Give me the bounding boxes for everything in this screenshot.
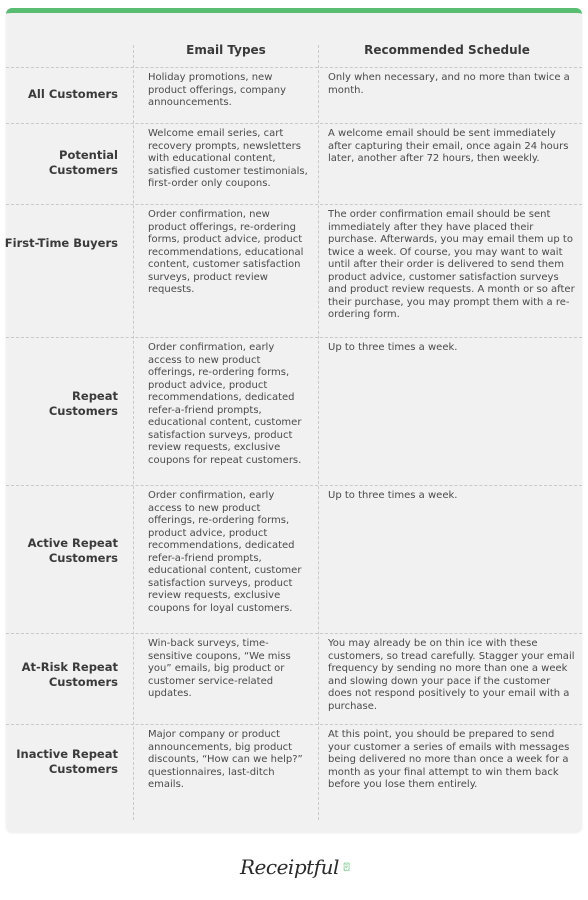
email-types-cell: Holiday promotions, new product offerings, company announcements.: [148, 72, 287, 108]
segment-label: Active Repeat Customers: [27, 536, 118, 565]
table-row: [6, 123, 582, 205]
table-row: [6, 485, 582, 634]
schedule-cell: You may already be on thin ice with these customers, so tread carefully. Stagger your email frequency by sending no more than one a week and slowing down your pace if the customer does not respond positively to your email with a purchase.: [328, 638, 575, 712]
segment-label: Potential Customers: [48, 148, 118, 177]
schedule-cell: Only when necessary, and no more than twice a month.: [328, 72, 570, 96]
table-row: [6, 67, 582, 124]
receipt-icon: [343, 854, 350, 880]
email-types-cell: Win-back surveys, time-sensitive coupons, “We miss you” emails, big product or customer service-related updates.: [148, 638, 291, 699]
logo-wordmark: Receiptful: [240, 855, 339, 879]
email-types-cell: Order confirmation, early access to new product offerings, re-ordering forms, product advice, product recommendations, dedicated refer-a-friend prompts, educational content, customer satisfaction surveys, product review requests, exclusive coupons for loyal customers.: [148, 490, 302, 614]
table-row: [6, 633, 582, 725]
email-schedule-table: [6, 8, 582, 832]
segment-label: First-Time Buyers: [4, 236, 118, 250]
table-row: [6, 724, 582, 821]
schedule-cell: The order confirmation email should be sent immediately after they have placed their purchase. Afterwards, you may email them up to twice a week. Of course, you may want to wait until after their order is delivered to send them product advice, customer satisfaction surveys and product review requests. A month or so after their purchase, you may prompt them with a re-ordering form.: [328, 209, 575, 320]
segment-label: At-Risk Repeat Customers: [21, 660, 118, 689]
table-row: [6, 337, 582, 486]
header-recommended-schedule: Recommended Schedule: [364, 43, 530, 57]
schedule-cell: Up to three times a week.: [328, 342, 458, 353]
email-types-cell: Order confirmation, early access to new product offerings, re-ordering forms, product advice, product recommendations, dedicated refer-a-friend prompts, educational content, customer satisfaction surveys, product review requests, exclusive coupons for repeat customers.: [148, 342, 302, 466]
segment-label: Repeat Customers: [48, 389, 118, 418]
schedule-cell: At this point, you should be prepared to send your customer a series of emails with messages being delivered no more than once a week for a month as your final attempt to win them back before you lose them entirely.: [328, 729, 570, 790]
schedule-cell: Up to three times a week.: [328, 490, 458, 501]
schedule-cell: A welcome email should be sent immediately after capturing their email, once again 24 hours later, another after 72 hours, then weekly.: [328, 128, 569, 164]
email-types-cell: Welcome email series, cart recovery prompts, newsletters with educational content, satisfied customer testimonials, first-order only coupons.: [148, 128, 308, 189]
header-email-types: Email Types: [186, 43, 266, 57]
segment-label: All Customers: [28, 87, 118, 101]
email-types-cell: Major company or product announcements, big product discounts, “How can we help?” questionnaires, last-ditch emails.: [148, 729, 303, 790]
email-types-cell: Order confirmation, new product offerings, re-ordering forms, product advice, product recommendations, educational content, customer satisfaction surveys, product review requests.: [148, 209, 304, 295]
table-row: [6, 204, 582, 338]
receiptful-logo: [240, 850, 350, 884]
segment-label: Inactive Repeat Customers: [16, 747, 118, 776]
